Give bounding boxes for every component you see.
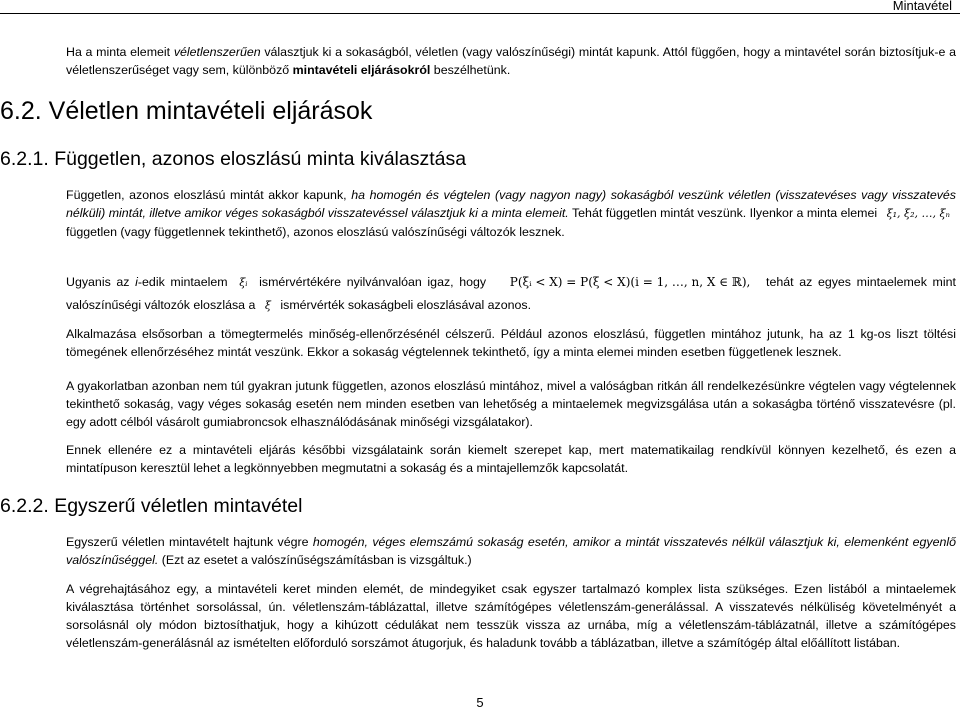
- s622-paragraph-1: Egyszerű véletlen mintavételt hajtunk végre homogén, véges elemszámú sokaság esetén, amikor a mintát visszatevés nélkül választjuk ki, elemenként egyenlő valószínűséggel. (Ezt az esetet a valószínűségszámításban is vizsgáltuk.): [66, 535, 956, 567]
- page-number: 5: [476, 695, 484, 710]
- s622-p1-block: [66, 533, 956, 569]
- page-header: [0, 0, 960, 14]
- s621-p5-block: [66, 441, 956, 477]
- sample-elements-math: ξ₁, ξ₂, …, ξₙ: [886, 207, 951, 220]
- s622-paragraph-2: A végrehajtásához egy, a mintavételi keret minden elemét, de mindegyiket csak egyszer tartalmazó komplex lista szükséges. Ezen listából a mintaelemek kiválasztása történhet sorsolással, ún. véletlenszám-táblázattal, illetve számítógépes véletlenszám-generálással. A visszatevés nélküliség követelményét a sorsolásnál oly módon biztosíthatjuk, hogy a kihúzott cédulákat nem tesszük vissza az urnába, míg a véletlenszám-táblázatnál, illetve a számítógépes véletlenszám-generálásnál az ismételten előforduló sorszámot átugorjuk, és haladunk tovább a táblázatban, illetve a számítógép által előállított listában.: [66, 582, 956, 650]
- probability-formula: P(ξᵢ < X) = P(ξ < X)(i = 1, …, n, X ∈ ℝ),: [509, 275, 751, 289]
- s621-paragraph-3: Alkalmazása elsősorban a tömegtermelés minőség-ellenőrzésénél célszerű. Például azonos eloszlású, független mintához jutunk, ha az 1 kg-os liszt töltési tömegének ellenőrzéséhez mintát veszünk. Ekkor a sokaság végtelennek tekinthető, így a minta elemei minden esetben függetlenek lesznek.: [66, 327, 956, 359]
- s621-p1-block: [66, 186, 956, 241]
- s621-paragraph-1: Független, azonos eloszlású mintát akkor kapunk, ha homogén és végtelen (vagy nagyon nagy) sokaságból veszünk véletlen (visszatevéses vagy visszatevés nélküli) mintát, illetve amikor véges sokaságból visszatevéssel választjuk ki a minta elemeit. Tehát független mintát veszünk. Ilyenkor a minta elemei ξ₁, ξ₂, …, ξₙ független (vagy függetlennek tekinthető), azonos eloszlású valószínűségi változók lesznek.: [66, 188, 956, 239]
- s622-p2-block: [66, 580, 956, 652]
- xi-i-math: ξᵢ: [239, 276, 248, 289]
- s621-p4-block: [66, 377, 956, 431]
- xi-math: ξ: [264, 299, 271, 312]
- s621-paragraph-2: Ugyanis az i-edik mintaelem ξᵢ ismérvértékére nyilvánvalóan igaz, hogy P(ξᵢ < X) = P(ξ < X)(i = 1, …, n, X ∈ ℝ), tehát az egyes mintaelemek mint valószínűségi változók eloszlása a ξ ismérvérték sokaságbeli eloszlásával azonos.: [66, 271, 956, 317]
- s621-p3-block: [66, 325, 956, 361]
- header-title: Mintavétel: [892, 0, 952, 13]
- s621-p2-block: [66, 271, 956, 317]
- section-heading-6-2-1: 6.2.1. Független, azonos eloszlású minta kiválasztása: [0, 148, 467, 170]
- intro-paragraph: Ha a minta elemeit véletlenszerűen választjuk ki a sokaságból, véletlen (vagy valószínűségi) mintát kapunk. Attól függően, hogy a mintavétel során biztosítjuk-e a véletlenszerűséget vagy sem, különböző mintavételi eljárásokról beszélhetünk.: [66, 45, 956, 77]
- section-heading-6-2-2: 6.2.2. Egyszerű véletlen mintavétel: [0, 495, 303, 517]
- intro-block: [66, 43, 956, 79]
- s621-paragraph-5: Ennek ellenére ez a mintavételi eljárás későbbi vizsgálataink során kiemelt szerepet kap, mert matematikailag rendkívül könnyen kezelhető, és ezen a mintatípuson keresztül lehet a legkönnyebben megmutatni a sokaság és a mintajellemzők kapcsolatát.: [66, 443, 956, 475]
- s621-paragraph-4: A gyakorlatban azonban nem túl gyakran jutunk független, azonos eloszlású mintához, mivel a valóságban ritkán áll rendelkezésünkre végtelen vagy végtelennek tekinthető sokaság, vagy véges sokaság esetén nem minden esetben van lehetőség a mintaelemek megvizsgálása után a sokaságba történő visszatevésre (pl. egy adott célból vásárolt gumiabroncsok elhasználódásának minőségi vizsgálatakor).: [66, 379, 956, 429]
- section-heading-6-2: 6.2. Véletlen mintavételi eljárások: [0, 97, 373, 125]
